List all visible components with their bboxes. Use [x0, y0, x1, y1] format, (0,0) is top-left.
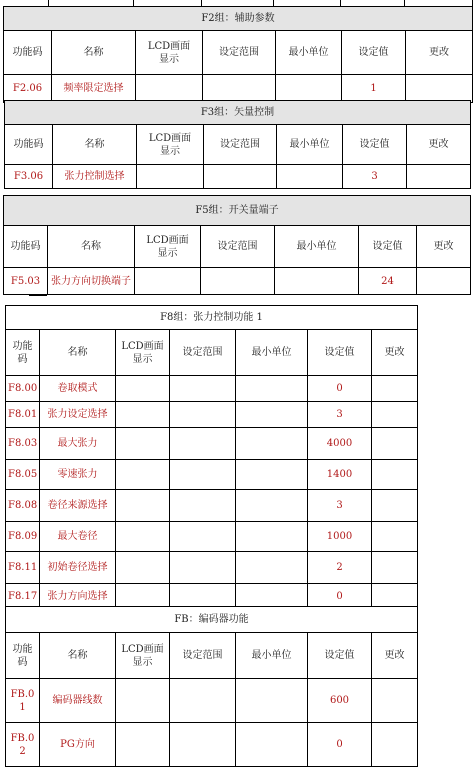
col-value: 设定值: [308, 633, 372, 679]
param-name: 张力方向切换端子: [48, 268, 135, 295]
col-code: 功能码: [4, 226, 48, 268]
table-row: [6, 460, 418, 490]
param-value: 2: [308, 552, 372, 584]
col-code: 功能 码: [6, 330, 40, 376]
col-name: 名称: [52, 31, 136, 75]
param-value: 0: [308, 376, 372, 402]
param-code: FB.02: [6, 723, 40, 767]
col-range: 设定范围: [201, 226, 275, 268]
col-lcd: LCD画面 显示: [135, 226, 201, 268]
group-title: F5组：开关量端子: [4, 196, 471, 226]
table-row: [4, 268, 471, 295]
param-code: F8.08: [6, 490, 40, 522]
param-code: F8.03: [6, 428, 40, 460]
param-value: 4000: [308, 428, 372, 460]
table-row: [5, 165, 471, 189]
param-name: 最大卷径: [40, 522, 116, 552]
param-name: 频率限定选择: [52, 75, 136, 103]
table-row: [6, 723, 418, 767]
col-range: 设定范围: [203, 31, 276, 75]
table-row: [6, 522, 418, 552]
col-change: 更改: [407, 125, 471, 165]
param-table-f3: [4, 100, 471, 189]
group-title: F8组：张力控制功能 1: [6, 306, 418, 330]
col-value: 设定值: [308, 330, 372, 376]
group-title: F3组：矢量控制: [5, 101, 471, 125]
col-unit: 最小单位: [275, 226, 359, 268]
param-table-f2: [3, 6, 473, 103]
param-code: F8.00: [6, 376, 40, 402]
param-name: 张力方向选择: [40, 584, 116, 610]
col-lcd: LCD画面 显示: [137, 125, 204, 165]
col-name: 名称: [40, 330, 116, 376]
param-value: 600: [308, 679, 372, 723]
table-row: [6, 552, 418, 584]
param-code: F3.06: [5, 165, 53, 189]
param-code: FB.01: [6, 679, 40, 723]
col-name: 名称: [48, 226, 135, 268]
param-code: F8.05: [6, 460, 40, 490]
col-lcd: LCD画面 显示: [116, 330, 170, 376]
param-name: 初始卷径选择: [40, 552, 116, 584]
param-value: 1: [342, 75, 406, 103]
col-unit: 最小单位: [236, 330, 308, 376]
col-change: 更改: [372, 330, 418, 376]
table-row: [6, 376, 418, 402]
param-code: F8.17: [6, 584, 40, 610]
param-value: 0: [308, 584, 372, 610]
param-name: 编码器线数: [40, 679, 116, 723]
divider-mark: [29, 295, 47, 296]
param-table-f5: [3, 195, 471, 295]
col-value: 设定值: [342, 31, 406, 75]
param-code: F5.03: [4, 268, 48, 295]
col-value: 设定值: [359, 226, 417, 268]
param-name: 张力设定选择: [40, 402, 116, 428]
col-name: 名称: [53, 125, 137, 165]
col-range: 设定范围: [204, 125, 277, 165]
col-change: 更改: [417, 226, 471, 268]
table-row: [6, 679, 418, 723]
param-value: 1000: [308, 522, 372, 552]
col-code: 功能 码: [6, 633, 40, 679]
param-table-fb: [5, 606, 418, 767]
table-row: [6, 428, 418, 460]
col-code: 功能码: [4, 31, 52, 75]
param-value: 24: [359, 268, 417, 295]
param-value: 3: [308, 402, 372, 428]
col-range: 设定范围: [170, 330, 236, 376]
col-lcd: LCD画面 显示: [116, 633, 170, 679]
col-unit: 最小单位: [276, 31, 342, 75]
table-row: [4, 75, 473, 103]
col-range: 设定范围: [170, 633, 236, 679]
col-name: 名称: [40, 633, 116, 679]
param-name: PG方向: [40, 723, 116, 767]
param-value: 3: [308, 490, 372, 522]
col-unit: 最小单位: [277, 125, 343, 165]
param-code: F8.01: [6, 402, 40, 428]
col-change: 更改: [406, 31, 473, 75]
param-name: 张力控制选择: [53, 165, 137, 189]
param-name: 卷径来源选择: [40, 490, 116, 522]
param-code: F8.09: [6, 522, 40, 552]
table-row: [6, 402, 418, 428]
col-change: 更改: [372, 633, 418, 679]
param-name: 零速张力: [40, 460, 116, 490]
group-title: F2组：辅助参数: [4, 7, 473, 31]
param-value: 3: [343, 165, 407, 189]
col-lcd: LCD画面 显示: [136, 31, 203, 75]
param-code: F2.06: [4, 75, 52, 103]
table-row: [6, 490, 418, 522]
param-name: 卷取模式: [40, 376, 116, 402]
param-value: 0: [308, 723, 372, 767]
col-unit: 最小单位: [236, 633, 308, 679]
param-value: 1400: [308, 460, 372, 490]
group-title: FB：编码器功能: [6, 607, 418, 633]
param-name: 最大张力: [40, 428, 116, 460]
col-code: 功能码: [5, 125, 53, 165]
col-value: 设定值: [343, 125, 407, 165]
param-table-f8: [5, 305, 418, 610]
param-code: F8.11: [6, 552, 40, 584]
